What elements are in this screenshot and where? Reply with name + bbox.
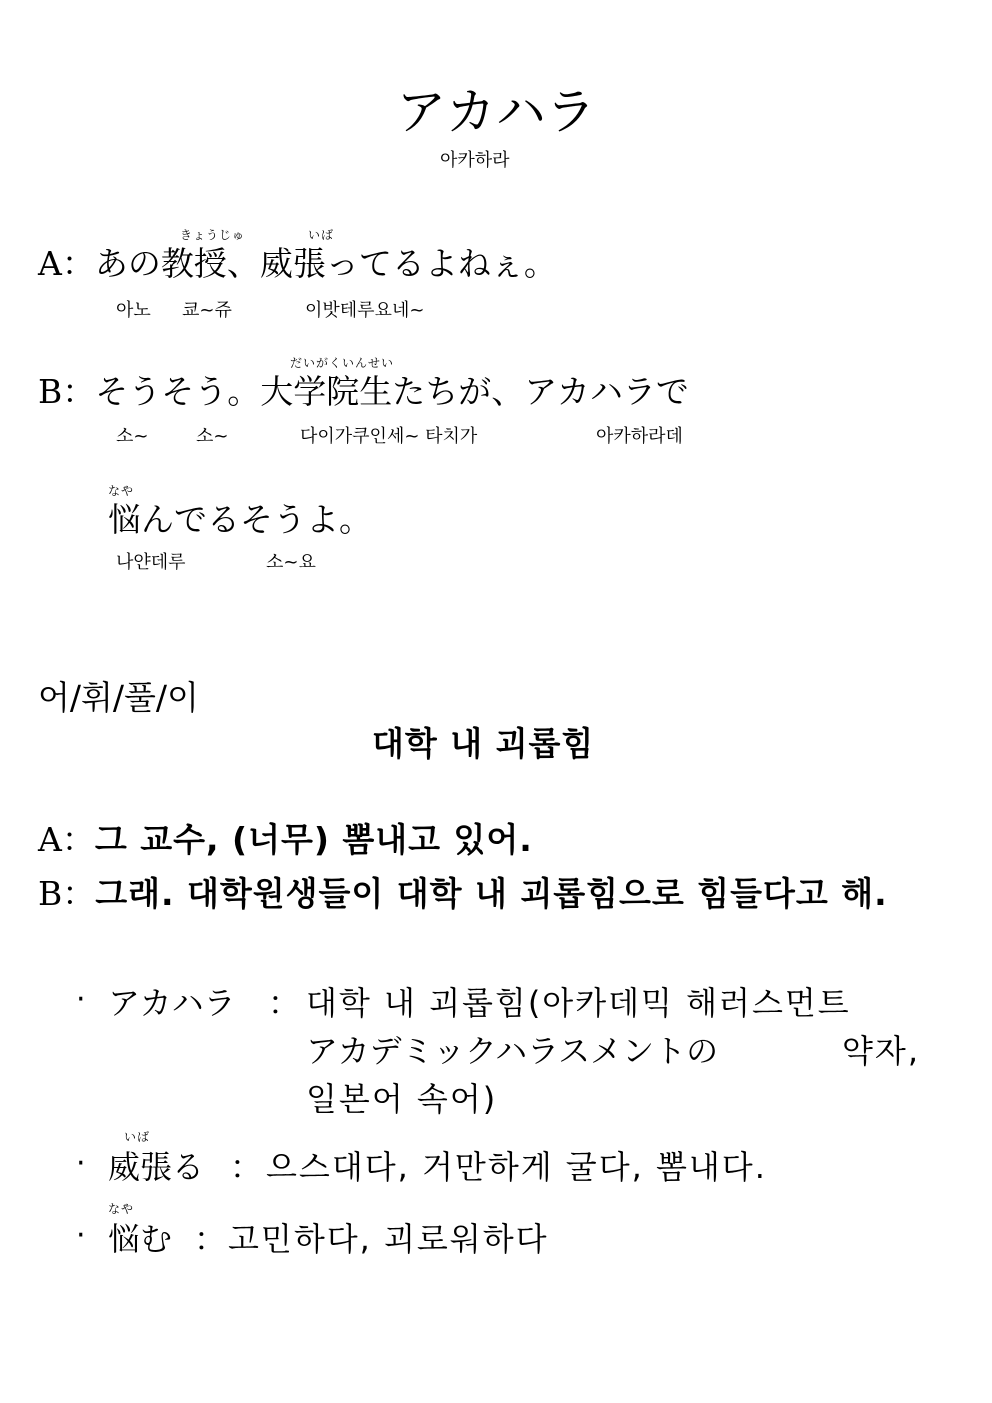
ruby-naya: なや	[108, 484, 135, 498]
vocab-def-1-line-2	[306, 1026, 718, 1072]
dialogue-b-pron-2: 소~	[196, 426, 229, 447]
translation-speaker-a: A：	[38, 820, 95, 859]
title-pronunciation: 아카하라	[440, 150, 510, 171]
speaker-a: A：	[38, 244, 95, 283]
vocab-def-1-jp: アカデミックハラスメントの	[306, 1032, 719, 1070]
vocab-sep-3: ：	[194, 1220, 227, 1258]
dialogue-a-text: あの教授、威張ってるよねぇ。	[94, 244, 557, 283]
vocab-def-3: 고민하다, 괴로워하다	[228, 1220, 549, 1258]
vocab-bullet-2: ·	[76, 1146, 86, 1181]
vocab-heading: 어/휘/풀/이	[38, 678, 199, 717]
page-title: アカハラ	[396, 83, 596, 141]
dialogue-b-line-1	[38, 366, 689, 413]
vocab-def-1-line-3: 일본어 속어)	[306, 1080, 498, 1118]
vocab-sep-2: ：	[230, 1148, 263, 1186]
title-meaning: 대학 내 괴롭힘	[372, 724, 595, 763]
translation-b	[38, 868, 888, 915]
dialogue-b-pron-5: 나얀데루	[116, 552, 186, 573]
translation-a-text: 그 교수, (너무) 뽐내고 있어.	[94, 820, 533, 859]
dialogue-b-pron-4: 아카하라데	[596, 426, 683, 447]
vocab-ruby-3: なや	[108, 1202, 135, 1216]
dialogue-b-pron-6: 소~요	[266, 552, 316, 573]
dialogue-b-pron-1: 소~	[116, 426, 149, 447]
vocab-sep-1: ：	[268, 984, 301, 1022]
vocab-def-1-line-2-ko: 약자,	[842, 1032, 920, 1070]
dialogue-a-pron-2: 쿄~쥬	[182, 300, 232, 321]
ruby-kyouju: きょうじゅ	[180, 228, 246, 242]
dialogue-a-line	[38, 238, 557, 285]
ruby-iba: いば	[308, 228, 335, 242]
dialogue-a-pron-1: 아노	[116, 300, 151, 321]
vocab-term-1: アカハラ	[108, 984, 236, 1022]
vocab-def-2: 으스대다, 거만하게 굴다, 뽐내다.	[266, 1148, 767, 1186]
vocab-term-3: 悩む	[108, 1220, 173, 1258]
dialogue-a-pron-3: 이밧테루요네~	[305, 300, 425, 321]
translation-a	[38, 814, 533, 861]
dialogue-b-pron-3: 다이가쿠인세~ 타치가	[300, 426, 478, 447]
vocab-ruby-2: いば	[124, 1130, 151, 1144]
vocab-bullet-1: ·	[76, 982, 86, 1017]
ruby-daigakuinsei: だいがくいんせい	[290, 356, 395, 370]
vocab-bullet-3: ·	[76, 1218, 86, 1253]
dialogue-b-text-1: そうそう。大学院生たちが、アカハラで	[95, 372, 689, 411]
translation-speaker-b: B：	[38, 874, 96, 913]
dialogue-b-text-2: 悩んでるそうよ。	[108, 500, 372, 539]
speaker-b: B：	[38, 372, 96, 411]
vocab-def-1-line-1: 대학 내 괴롭힘(아카데믹 해러스먼트	[306, 984, 851, 1022]
translation-b-text: 그래. 대학원생들이 대학 내 괴롭힘으로 힘들다고 해.	[95, 874, 888, 913]
vocab-term-2: 威張る	[108, 1148, 205, 1186]
